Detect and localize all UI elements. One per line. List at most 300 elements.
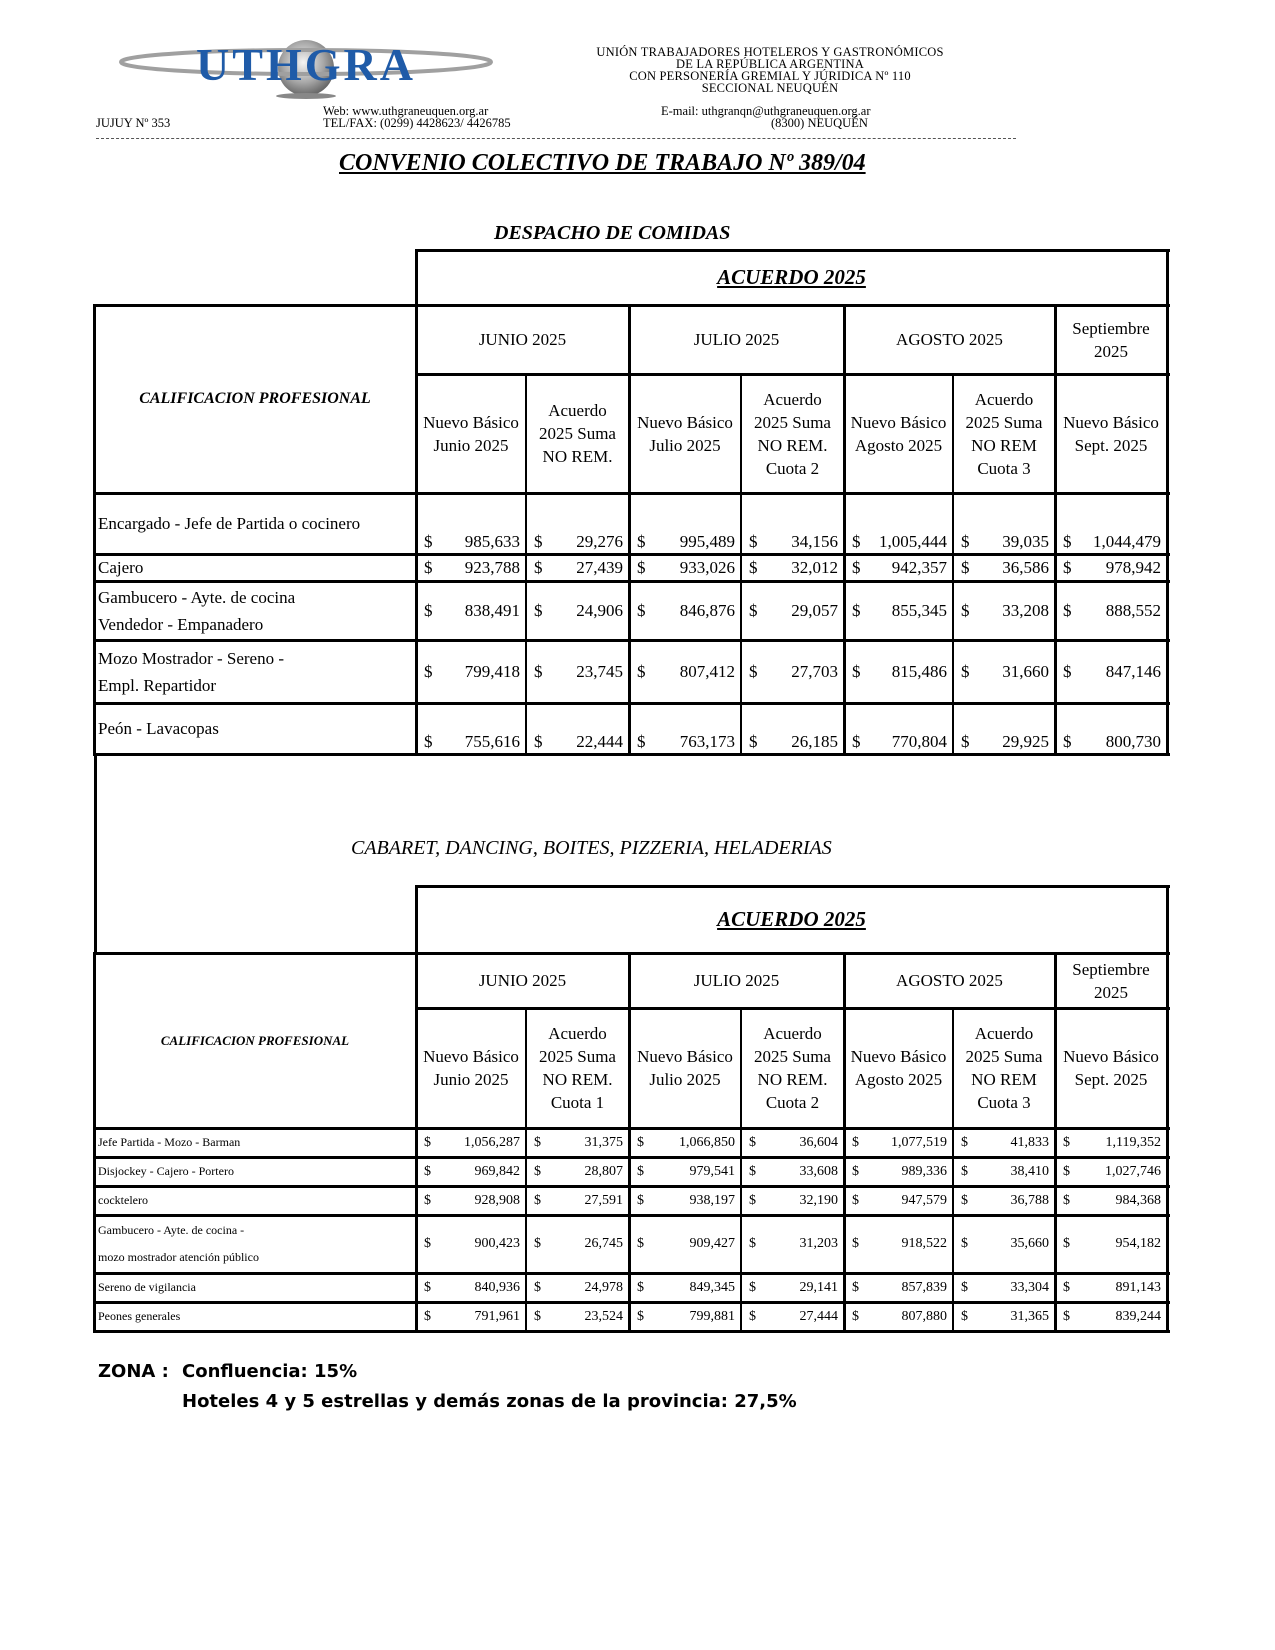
amount-value: 815,486 xyxy=(891,661,947,681)
currency-symbol: $ xyxy=(637,600,646,620)
currency-symbol: $ xyxy=(961,557,970,577)
header-divider xyxy=(96,138,1016,139)
amount-cell xyxy=(629,640,741,703)
amount-value: 1,044,479 xyxy=(1093,532,1161,551)
currency-symbol: $ xyxy=(852,600,861,620)
amount-value: 41,833 xyxy=(1010,1134,1049,1150)
amount-value: 28,807 xyxy=(584,1163,623,1179)
currency-symbol: $ xyxy=(1063,1236,1070,1251)
amount-value: 23,524 xyxy=(584,1308,623,1324)
web-link[interactable]: Web: www.uthgraneuquen.org.ar xyxy=(323,104,489,118)
currency-symbol: $ xyxy=(749,557,758,577)
row-label-line: Cajero xyxy=(98,558,144,577)
grid-line xyxy=(94,1272,1170,1275)
currency-symbol: $ xyxy=(534,1279,541,1295)
section-title-despacho: DESPACHO DE COMIDAS xyxy=(494,222,731,244)
amount-value: 857,839 xyxy=(901,1279,947,1295)
currency-symbol: $ xyxy=(749,532,758,551)
currency-symbol: $ xyxy=(424,1163,431,1179)
currency-symbol: $ xyxy=(749,600,758,620)
column-header: Nuevo Básico Julio 2025 xyxy=(637,1047,733,1089)
amount-cell xyxy=(629,1215,741,1273)
amount-cell xyxy=(1055,1186,1167,1215)
amount-cell xyxy=(844,493,953,554)
amount-value: 800,730 xyxy=(1105,732,1161,751)
org-name-block xyxy=(520,46,1020,94)
currency-symbol: $ xyxy=(749,1308,756,1324)
amount-value: 27,703 xyxy=(791,661,838,681)
amount-value: 995,489 xyxy=(679,532,735,551)
amount-value: 947,579 xyxy=(901,1192,947,1208)
amount-cell xyxy=(741,554,844,581)
amount-cell xyxy=(953,581,1055,640)
column-header: Acuerdo 2025 Suma NO REM Cuota 3 xyxy=(965,389,1043,478)
currency-symbol: $ xyxy=(852,1134,859,1150)
column-header: Nuevo Básico Sept. 2025 xyxy=(1063,412,1159,455)
column-header: Acuerdo 2025 Suma NO REM. xyxy=(539,401,616,466)
amount-value: 849,345 xyxy=(689,1279,735,1295)
document-title: CONVENIO COLECTIVO DE TRABAJO Nº 389/04 xyxy=(339,150,866,176)
amount-cell xyxy=(1055,1273,1167,1302)
amount-cell xyxy=(629,1273,741,1302)
amount-cell xyxy=(1055,640,1167,703)
currency-symbol: $ xyxy=(424,1236,431,1251)
currency-symbol: $ xyxy=(1063,1308,1070,1324)
logo-graphic xyxy=(118,38,503,100)
amount-value: 888,552 xyxy=(1105,600,1161,620)
grid-line xyxy=(94,753,1170,756)
amount-value: 942,357 xyxy=(891,557,947,577)
amount-cell xyxy=(416,1157,526,1186)
amount-cell xyxy=(629,703,741,754)
grid-line xyxy=(416,885,1170,888)
amount-value: 31,375 xyxy=(584,1134,623,1150)
section-title-cabaret: CABARET, DANCING, BOITES, PIZZERIA, HELADERIAS xyxy=(351,837,832,859)
amount-value: 1,005,444 xyxy=(879,532,947,551)
table-row-label xyxy=(94,554,416,581)
amount-cell xyxy=(416,581,526,640)
grid-line xyxy=(628,952,631,1333)
amount-cell xyxy=(741,1302,844,1331)
amount-value: 22,444 xyxy=(576,732,623,751)
currency-symbol: $ xyxy=(852,1236,859,1251)
amount-value: 891,143 xyxy=(1115,1279,1161,1295)
address: JUJUY Nº 353 xyxy=(96,116,171,130)
grid-line xyxy=(94,639,1170,642)
grid-line xyxy=(94,492,1170,495)
amount-cell xyxy=(526,1215,629,1273)
currency-symbol: $ xyxy=(1063,1192,1070,1208)
amount-value: 770,804 xyxy=(891,732,947,751)
grid-line xyxy=(843,304,846,756)
grid-line xyxy=(93,952,96,1333)
currency-symbol: $ xyxy=(852,661,861,681)
amount-value: 846,876 xyxy=(679,600,735,620)
row-label-line: Peón - Lavacopas xyxy=(98,719,219,738)
currency-symbol: $ xyxy=(1063,600,1072,620)
currency-symbol: $ xyxy=(1063,1163,1070,1179)
grid-line xyxy=(952,1007,954,1332)
grid-line xyxy=(843,952,846,1333)
column-header: Nuevo Básico Julio 2025 xyxy=(637,412,733,455)
grid-line xyxy=(1166,885,1169,1333)
grid-line xyxy=(628,304,631,756)
amount-value: 969,842 xyxy=(474,1163,520,1179)
row-label-line: Jefe Partida - Mozo - Barman xyxy=(98,1135,241,1149)
currency-symbol: $ xyxy=(534,1308,541,1324)
column-header: Acuerdo 2025 Suma NO REM Cuota 3 xyxy=(965,1024,1043,1112)
amount-cell xyxy=(629,1157,741,1186)
currency-symbol: $ xyxy=(424,1192,431,1208)
amount-cell xyxy=(416,1128,526,1157)
grid-line xyxy=(94,952,1170,955)
currency-symbol: $ xyxy=(961,1308,968,1324)
amount-cell xyxy=(844,1273,953,1302)
amount-cell xyxy=(953,554,1055,581)
row-label-line: Peones generales xyxy=(98,1309,181,1323)
amount-cell xyxy=(629,1186,741,1215)
grid-line xyxy=(93,304,96,756)
amount-cell xyxy=(953,1302,1055,1331)
amount-value: 27,444 xyxy=(799,1308,838,1324)
grid-line xyxy=(94,1330,1170,1333)
amount-cell xyxy=(1055,554,1167,581)
amount-value: 791,961 xyxy=(474,1308,520,1324)
currency-symbol: $ xyxy=(749,732,758,751)
agreement-header: ACUERDO 2025 xyxy=(717,265,866,289)
amount-value: 840,936 xyxy=(474,1279,520,1295)
amount-value: 938,197 xyxy=(689,1192,735,1208)
table-row-label xyxy=(94,581,416,640)
amount-cell xyxy=(953,640,1055,703)
amount-cell xyxy=(416,1186,526,1215)
currency-symbol: $ xyxy=(961,1163,968,1179)
column-header: Acuerdo 2025 Suma NO REM. Cuota 1 xyxy=(539,1024,616,1112)
column-header: Nuevo Básico Junio 2025 xyxy=(423,412,519,455)
currency-symbol: $ xyxy=(534,732,543,751)
row-label-line: Gambucero - Ayte. de cocina xyxy=(98,587,296,607)
zona-confluencia: Confluencia: 15% xyxy=(182,1361,358,1382)
row-label-line: Mozo Mostrador - Sereno - xyxy=(98,648,285,668)
currency-symbol: $ xyxy=(637,1163,644,1179)
agreement-header: ACUERDO 2025 xyxy=(717,907,866,931)
grid-line xyxy=(1166,249,1169,756)
amount-cell xyxy=(629,581,741,640)
currency-symbol: $ xyxy=(424,661,433,681)
month-header: JUNIO 2025 xyxy=(478,971,567,990)
amount-cell xyxy=(1055,581,1167,640)
currency-symbol: $ xyxy=(534,600,543,620)
currency-symbol: $ xyxy=(961,732,970,751)
currency-symbol: $ xyxy=(534,1163,541,1179)
org-line: CON PERSONERÍA GREMIAL Y JÚRIDICA Nº 110 xyxy=(629,69,911,83)
currency-symbol: $ xyxy=(534,532,543,551)
amount-cell xyxy=(844,1157,953,1186)
amount-cell xyxy=(953,1128,1055,1157)
currency-symbol: $ xyxy=(637,732,646,751)
currency-symbol: $ xyxy=(424,600,433,620)
uthgra-logo xyxy=(118,38,503,100)
amount-cell xyxy=(416,493,526,554)
row-label-line: Vendedor - Empanadero xyxy=(98,614,264,634)
amount-value: 1,077,519 xyxy=(891,1134,947,1150)
amount-value: 900,423 xyxy=(474,1236,520,1251)
amount-value: 29,141 xyxy=(799,1279,838,1295)
amount-value: 807,880 xyxy=(901,1308,947,1324)
org-line: UNIÓN TRABAJADORES HOTELEROS Y GASTRONÓMICOS xyxy=(596,45,944,59)
month-header: Septiembre 2025 xyxy=(1072,959,1150,1002)
amount-value: 954,182 xyxy=(1115,1236,1161,1251)
amount-cell xyxy=(526,554,629,581)
month-header: JUNIO 2025 xyxy=(478,330,567,349)
amount-cell xyxy=(844,1128,953,1157)
currency-symbol: $ xyxy=(637,557,646,577)
amount-cell xyxy=(629,493,741,554)
amount-cell xyxy=(1055,1128,1167,1157)
org-line: SECCIONAL NEUQUÉN xyxy=(701,81,839,95)
amount-value: 984,368 xyxy=(1115,1192,1161,1208)
grid-line xyxy=(525,373,527,755)
grid-line xyxy=(952,373,954,755)
currency-symbol: $ xyxy=(637,1134,644,1150)
amount-cell xyxy=(526,1273,629,1302)
amount-cell xyxy=(844,1215,953,1273)
currency-symbol: $ xyxy=(637,1308,644,1324)
currency-symbol: $ xyxy=(424,532,433,551)
amount-value: 923,788 xyxy=(464,557,520,577)
currency-symbol: $ xyxy=(961,1134,968,1150)
amount-value: 909,427 xyxy=(689,1236,735,1251)
grid-line xyxy=(94,304,1170,307)
table-row-label xyxy=(94,703,416,754)
amount-value: 31,660 xyxy=(1002,661,1049,681)
amount-value: 838,491 xyxy=(464,600,520,620)
amount-cell xyxy=(741,493,844,554)
amount-value: 985,633 xyxy=(464,532,520,551)
amount-value: 33,608 xyxy=(799,1163,838,1179)
grid-line xyxy=(415,885,418,1333)
currency-symbol: $ xyxy=(424,1279,431,1295)
amount-value: 36,586 xyxy=(1002,557,1049,577)
column-header: Acuerdo 2025 Suma NO REM. Cuota 2 xyxy=(754,389,831,478)
amount-cell xyxy=(741,640,844,703)
currency-symbol: $ xyxy=(637,1192,644,1208)
amount-value: 799,881 xyxy=(689,1308,735,1324)
amount-value: 978,942 xyxy=(1105,557,1161,577)
currency-symbol: $ xyxy=(852,1192,859,1208)
amount-value: 928,908 xyxy=(474,1192,520,1208)
row-label-line: Empl. Repartidor xyxy=(98,675,217,695)
amount-cell xyxy=(416,1215,526,1273)
column-header: Nuevo Básico Junio 2025 xyxy=(423,1047,519,1089)
amount-value: 1,056,287 xyxy=(464,1134,520,1150)
amount-cell xyxy=(1055,1215,1167,1273)
grid-line xyxy=(1054,952,1057,1333)
amount-value: 34,156 xyxy=(791,532,838,551)
left-border-continuation xyxy=(94,754,97,954)
amount-cell xyxy=(416,703,526,754)
currency-symbol: $ xyxy=(534,1134,541,1150)
column-header: Nuevo Básico Agosto 2025 xyxy=(850,412,947,455)
row-header-calificacion: CALIFICACION PROFESIONAL xyxy=(160,1032,350,1048)
city: (8300) NEUQUÉN xyxy=(771,116,868,130)
grid-line xyxy=(94,1185,1170,1188)
table-row-label xyxy=(94,1157,416,1186)
amount-cell xyxy=(741,1128,844,1157)
amount-cell xyxy=(844,1302,953,1331)
amount-value: 1,119,352 xyxy=(1105,1134,1161,1150)
amount-cell xyxy=(1055,703,1167,754)
currency-symbol: $ xyxy=(749,1163,756,1179)
row-label-line: Encargado - Jefe de Partida o cocinero xyxy=(98,514,361,533)
currency-symbol: $ xyxy=(961,532,970,551)
amount-cell xyxy=(953,1273,1055,1302)
amount-value: 33,208 xyxy=(1002,600,1049,620)
table-row-label xyxy=(94,1186,416,1215)
amount-cell xyxy=(953,493,1055,554)
amount-cell xyxy=(844,554,953,581)
amount-value: 32,190 xyxy=(799,1192,838,1208)
grid-line xyxy=(740,373,742,755)
amount-cell xyxy=(741,1273,844,1302)
amount-cell xyxy=(741,703,844,754)
currency-symbol: $ xyxy=(424,1308,431,1324)
amount-cell xyxy=(953,1157,1055,1186)
amount-cell xyxy=(526,581,629,640)
amount-value: 26,185 xyxy=(791,732,838,751)
amount-value: 29,057 xyxy=(791,600,838,620)
currency-symbol: $ xyxy=(1063,532,1072,551)
amount-cell xyxy=(416,640,526,703)
currency-symbol: $ xyxy=(749,1192,756,1208)
grid-line xyxy=(94,1301,1170,1304)
currency-symbol: $ xyxy=(852,1279,859,1295)
row-header-calificacion: CALIFICACION PROFESIONAL xyxy=(139,390,371,407)
table-row-label xyxy=(94,1215,416,1273)
amount-cell xyxy=(526,1157,629,1186)
tel-fax: TEL/FAX: (0299) 4428623/ 4426785 xyxy=(323,116,511,130)
amount-value: 27,439 xyxy=(576,557,623,577)
currency-symbol: $ xyxy=(1063,557,1072,577)
grid-line xyxy=(1054,304,1057,756)
amount-cell xyxy=(741,1186,844,1215)
grid-line xyxy=(740,1007,742,1332)
amount-value: 839,244 xyxy=(1115,1308,1161,1324)
amount-value: 32,012 xyxy=(791,557,838,577)
amount-cell xyxy=(1055,1302,1167,1331)
currency-symbol: $ xyxy=(1063,732,1072,751)
currency-symbol: $ xyxy=(852,1163,859,1179)
amount-cell xyxy=(629,554,741,581)
amount-value: 23,745 xyxy=(576,661,623,681)
amount-value: 24,978 xyxy=(584,1279,623,1295)
amount-cell xyxy=(844,703,953,754)
amount-cell xyxy=(1055,1157,1167,1186)
amount-cell xyxy=(1055,493,1167,554)
amount-cell xyxy=(953,703,1055,754)
currency-symbol: $ xyxy=(749,1279,756,1295)
amount-value: 29,276 xyxy=(576,532,623,551)
amount-value: 31,365 xyxy=(1010,1308,1049,1324)
amount-value: 855,345 xyxy=(891,600,947,620)
grid-line xyxy=(94,1156,1170,1159)
grid-line xyxy=(94,580,1170,583)
amount-value: 989,336 xyxy=(901,1163,947,1179)
amount-value: 24,906 xyxy=(576,600,623,620)
currency-symbol: $ xyxy=(534,1236,541,1251)
amount-cell xyxy=(741,1157,844,1186)
amount-cell xyxy=(526,493,629,554)
currency-symbol: $ xyxy=(961,1192,968,1208)
amount-value: 1,066,850 xyxy=(679,1134,735,1150)
currency-symbol: $ xyxy=(534,1192,541,1208)
currency-symbol: $ xyxy=(961,600,970,620)
amount-value: 29,925 xyxy=(1002,732,1049,751)
amount-value: 847,146 xyxy=(1105,661,1161,681)
amount-value: 763,173 xyxy=(679,732,735,751)
currency-symbol: $ xyxy=(1063,661,1072,681)
currency-symbol: $ xyxy=(749,1134,756,1150)
row-label-line: Sereno de vigilancia xyxy=(98,1280,196,1294)
grid-line xyxy=(94,1214,1170,1217)
currency-symbol: $ xyxy=(534,661,543,681)
amount-cell xyxy=(953,1186,1055,1215)
month-header: JULIO 2025 xyxy=(693,971,780,990)
email-link[interactable]: E-mail: uthgranqn@uthgraneuquen.org.ar xyxy=(661,104,871,118)
currency-symbol: $ xyxy=(424,1134,431,1150)
month-header: JULIO 2025 xyxy=(693,330,780,349)
grid-line xyxy=(94,702,1170,705)
column-header: Nuevo Básico Sept. 2025 xyxy=(1063,1047,1159,1089)
currency-symbol: $ xyxy=(852,732,861,751)
logo-text: UTHGRA xyxy=(196,39,416,90)
amount-cell xyxy=(526,1186,629,1215)
amount-cell xyxy=(526,640,629,703)
amount-value: 799,418 xyxy=(464,661,520,681)
amount-cell xyxy=(526,1128,629,1157)
currency-symbol: $ xyxy=(1063,1134,1070,1150)
currency-symbol: $ xyxy=(852,557,861,577)
currency-symbol: $ xyxy=(961,1236,968,1251)
currency-symbol: $ xyxy=(961,661,970,681)
row-label-line: mozo mostrador atención público xyxy=(98,1250,259,1264)
currency-symbol: $ xyxy=(1063,1279,1070,1295)
currency-symbol: $ xyxy=(534,557,543,577)
amount-cell xyxy=(741,581,844,640)
zona-label: ZONA : xyxy=(98,1361,169,1382)
amount-cell xyxy=(953,1215,1055,1273)
amount-cell xyxy=(844,1186,953,1215)
amount-value: 755,616 xyxy=(464,732,520,751)
currency-symbol: $ xyxy=(852,1308,859,1324)
amount-cell xyxy=(629,1128,741,1157)
grid-line xyxy=(525,1007,527,1332)
table-row-label xyxy=(94,1273,416,1302)
currency-symbol: $ xyxy=(749,661,758,681)
amount-value: 35,660 xyxy=(1010,1236,1049,1251)
column-header: Nuevo Básico Agosto 2025 xyxy=(850,1047,947,1089)
amount-cell xyxy=(844,640,953,703)
amount-value: 1,027,746 xyxy=(1105,1163,1161,1179)
grid-line xyxy=(415,249,418,756)
amount-value: 918,522 xyxy=(901,1236,947,1251)
month-header: AGOSTO 2025 xyxy=(896,330,1003,349)
amount-cell xyxy=(844,581,953,640)
amount-value: 31,203 xyxy=(799,1236,838,1251)
column-header: Acuerdo 2025 Suma NO REM. Cuota 2 xyxy=(754,1024,831,1112)
currency-symbol: $ xyxy=(749,1236,756,1251)
amount-value: 36,604 xyxy=(799,1134,838,1150)
